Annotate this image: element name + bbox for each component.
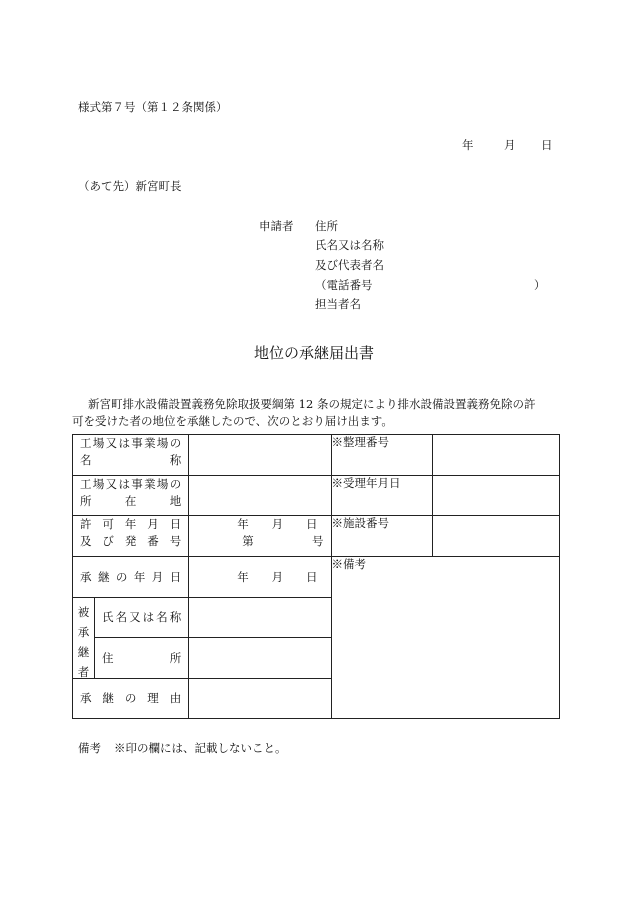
label-char: 発 bbox=[124, 534, 137, 548]
date-unit: 年 bbox=[237, 569, 249, 584]
applicant-address-label: 住所 bbox=[315, 219, 338, 233]
succession-reason-label bbox=[73, 679, 189, 719]
permit-date-label bbox=[73, 516, 188, 533]
applicant-phone-close: ） bbox=[534, 278, 546, 292]
number-unit: 号 bbox=[312, 534, 324, 548]
factory-location-label bbox=[73, 476, 189, 516]
factory-location-field[interactable] bbox=[189, 476, 331, 516]
date-unit: 日 bbox=[306, 517, 318, 531]
label-char: 由 bbox=[169, 691, 182, 705]
label-char: 可 bbox=[102, 517, 114, 531]
label-char: 業 bbox=[144, 477, 156, 491]
label-char: 名 bbox=[156, 610, 168, 624]
form-number: 様式第７号（第１２条関係） bbox=[78, 100, 228, 114]
label-char: 又 bbox=[105, 477, 118, 491]
succession-form-table bbox=[72, 434, 560, 719]
predecessor-name-field[interactable] bbox=[189, 598, 331, 638]
applicant-phone-label: （電話番号 bbox=[315, 278, 373, 292]
succession-date-units bbox=[189, 569, 330, 586]
label-char: は bbox=[142, 610, 155, 624]
shisetsu-number-label: ※施設番号 bbox=[331, 516, 432, 557]
label-char: 承 bbox=[80, 691, 92, 705]
label-char: 名 bbox=[115, 610, 128, 624]
body-line-2: 可を受けた者の地位を承継したので、次のとおり届け出ます。 bbox=[72, 414, 393, 428]
succession-date-field[interactable] bbox=[189, 557, 331, 598]
label-char: の bbox=[169, 436, 182, 450]
factory-name-label-line2 bbox=[73, 452, 188, 469]
label-char: 名 bbox=[80, 453, 92, 467]
succession-date-label bbox=[73, 557, 189, 598]
label-char: 継 bbox=[77, 645, 90, 659]
label-char: 号 bbox=[169, 534, 182, 548]
seiri-number-field bbox=[432, 435, 559, 476]
label-char: は bbox=[118, 436, 130, 450]
label-char: 継 bbox=[102, 691, 114, 705]
label-char: び bbox=[102, 534, 114, 548]
label-char: 事 bbox=[131, 477, 143, 491]
seiri-number-label: ※整理番号 bbox=[331, 435, 432, 476]
label-char: 月 bbox=[147, 517, 159, 531]
label-char: 番 bbox=[147, 534, 159, 548]
label-char: 又 bbox=[129, 610, 141, 624]
label-char: 事 bbox=[131, 436, 143, 450]
label-char: 年 bbox=[133, 569, 146, 584]
label-char: 月 bbox=[151, 569, 164, 584]
label-char: 業 bbox=[144, 436, 156, 450]
predecessor-address-label bbox=[95, 638, 189, 679]
label-char: 場 bbox=[92, 477, 105, 491]
date-unit: 日 bbox=[306, 569, 318, 584]
label-char: 理 bbox=[147, 691, 159, 705]
label-char: 年 bbox=[124, 517, 137, 531]
body-line-1: 新宮町排水設備設置義務免除取扱要綱第 12 条の規定により排水設備設置義務免除の許 bbox=[88, 397, 536, 411]
predecessor-group-label bbox=[73, 598, 95, 679]
label-char: 場 bbox=[156, 477, 169, 491]
label-char: 又 bbox=[105, 436, 118, 450]
factory-name-field[interactable] bbox=[189, 435, 331, 476]
label-char: 地 bbox=[169, 494, 182, 508]
date-unit: 月 bbox=[271, 569, 284, 584]
label-char: 在 bbox=[124, 494, 137, 508]
factory-location-label-line1 bbox=[73, 476, 188, 493]
label-char: 住 bbox=[102, 650, 114, 665]
predecessor-name-label-text bbox=[95, 609, 188, 626]
shisetsu-number-field bbox=[432, 516, 559, 557]
permit-date-number-label bbox=[73, 516, 189, 557]
permit-number-units bbox=[189, 533, 330, 550]
label-char: の bbox=[169, 477, 182, 491]
factory-location-label-line2 bbox=[73, 493, 188, 510]
number-unit: 第 bbox=[242, 534, 254, 548]
label-char: 場 bbox=[156, 436, 169, 450]
predecessor-group-text bbox=[73, 598, 94, 686]
label-char: 場 bbox=[92, 436, 105, 450]
date-unit: 年 bbox=[237, 517, 249, 531]
label-char: 称 bbox=[169, 610, 182, 624]
predecessor-name-label bbox=[95, 598, 189, 638]
label-char: の bbox=[124, 691, 137, 705]
label-char: 許 bbox=[80, 517, 92, 531]
permit-date-number-field[interactable] bbox=[189, 516, 331, 557]
juri-date-field bbox=[432, 476, 559, 516]
document-title: 地位の承継届出書 bbox=[254, 344, 375, 362]
addressee: （あて先）新宮町長 bbox=[78, 179, 182, 193]
label-char: は bbox=[118, 477, 130, 491]
succession-reason-label-text bbox=[73, 690, 188, 707]
label-char: 日 bbox=[169, 517, 182, 531]
label-char: 被 bbox=[77, 605, 90, 619]
label-char: 所 bbox=[80, 494, 92, 508]
body-paragraph bbox=[72, 396, 558, 430]
date-day-label: 日 bbox=[541, 138, 553, 152]
juri-date-label: ※受理年月日 bbox=[331, 476, 432, 516]
label-char: 者 bbox=[77, 665, 90, 679]
factory-name-label bbox=[73, 435, 189, 476]
label-char: 氏 bbox=[102, 610, 114, 624]
label-char: 称 bbox=[169, 453, 182, 467]
label-char: の bbox=[115, 569, 128, 584]
succession-reason-field[interactable] bbox=[189, 679, 331, 719]
date-month-label: 月 bbox=[504, 138, 516, 152]
permit-number-label bbox=[73, 533, 188, 550]
label-char: 工 bbox=[80, 436, 92, 450]
date-unit: 月 bbox=[271, 517, 284, 531]
label-char: 及 bbox=[80, 534, 92, 548]
succession-date-label-text bbox=[73, 569, 188, 586]
predecessor-address-field[interactable] bbox=[189, 638, 331, 679]
label-char: 日 bbox=[169, 569, 182, 584]
applicant-contact-label: 担当者名 bbox=[315, 297, 361, 311]
date-year-label: 年 bbox=[462, 138, 474, 152]
label-char: 承 bbox=[80, 569, 92, 584]
predecessor-address-label-text bbox=[95, 650, 188, 667]
label-char: 継 bbox=[97, 569, 110, 584]
footnote-text: ※印の欄には、記載しないこと。 bbox=[114, 741, 287, 755]
permit-date-units bbox=[189, 516, 330, 533]
applicant-name-label: 氏名又は名称 bbox=[315, 238, 384, 252]
footnote-label: 備考 bbox=[78, 741, 101, 755]
biko-label: ※備考 bbox=[331, 557, 560, 719]
applicant-representative-label: 及び代表者名 bbox=[315, 258, 384, 272]
factory-name-label-line1 bbox=[73, 435, 188, 452]
applicant-label: 申請者 bbox=[259, 219, 294, 233]
label-char: 工 bbox=[80, 477, 92, 491]
label-char: 所 bbox=[169, 650, 182, 665]
label-char: 承 bbox=[77, 625, 90, 639]
